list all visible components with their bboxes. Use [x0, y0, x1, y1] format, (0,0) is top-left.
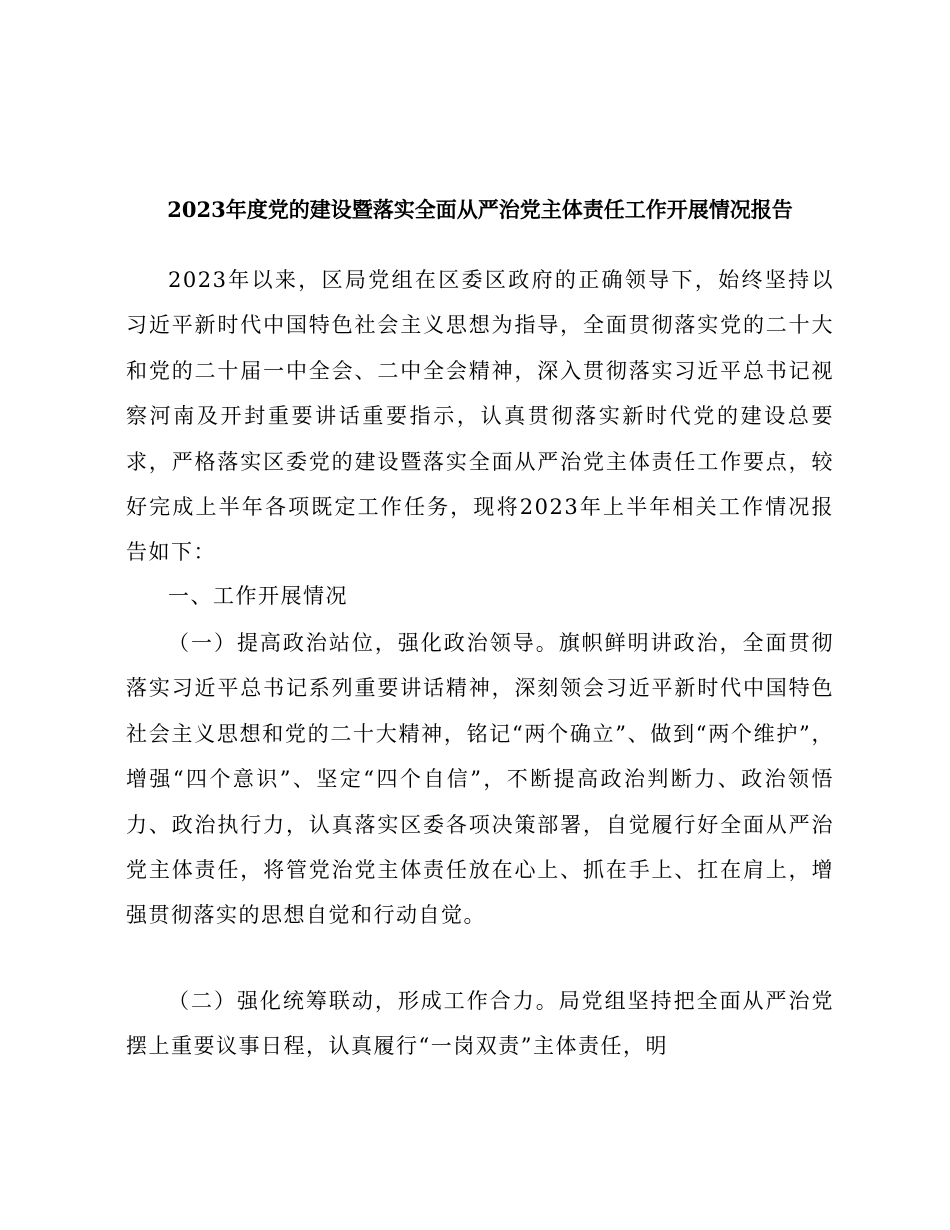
intro-paragraph-block	[126, 258, 834, 576]
subsection-1-paragraph	[126, 621, 834, 939]
subsection-2-block	[126, 979, 834, 1070]
section-heading: 一、工作开展情况	[168, 584, 348, 608]
subsection-2-paragraph	[126, 979, 834, 1070]
subsection-2-text: 局党组坚持把全面从严治党摆上重要议事日程，认真履行“一岗双责”主体责任，明	[126, 989, 835, 1059]
document-title: 2023年度党的建设暨落实全面从严治党主体责任工作开展情况报告	[167, 197, 793, 222]
subsection-2-lead: （二）强化统筹联动，形成工作合力。	[168, 989, 559, 1013]
subsection-1-lead: （一）提高政治站位，强化政治领导。	[168, 631, 559, 655]
subsection-1-text: 旗帜鲜明讲政治，全面贯彻落实习近平总书记系列重要讲话精神，深刻领会习近平新时代中国特色社会主义思想和党的二十大精神，铭记“两个确立”、做到“两个维护”，增强“四个意识”、坚定“四个自信”，不断提高政治判断力、政治领悟力、政治执行力，认真落实区委各项决策部署，自觉履行好全面从严治党主体责任，将管党治党主体责任放在心上、抓在手上、扛在肩上，增强贯彻落实的思想自觉和行动自觉。	[126, 631, 835, 928]
intro-paragraph: 2023年以来，区局党组在区委区政府的正确领导下，始终坚持以习近平新时代中国特色社会主义思想为指导，全面贯彻落实党的二十大和党的二十届一中全会、二中全会精神，深入贯彻落实习近平总书记视察河南及开封重要讲话重要指示，认真贯彻落实新时代党的建设总要求，严格落实区委党的建设暨落实全面从严治党主体责任工作要点，较好完成上半年各项既定工作任务，现将2023年上半年相关工作情况报告如下：	[126, 268, 834, 565]
subsection-1-block	[126, 621, 834, 939]
